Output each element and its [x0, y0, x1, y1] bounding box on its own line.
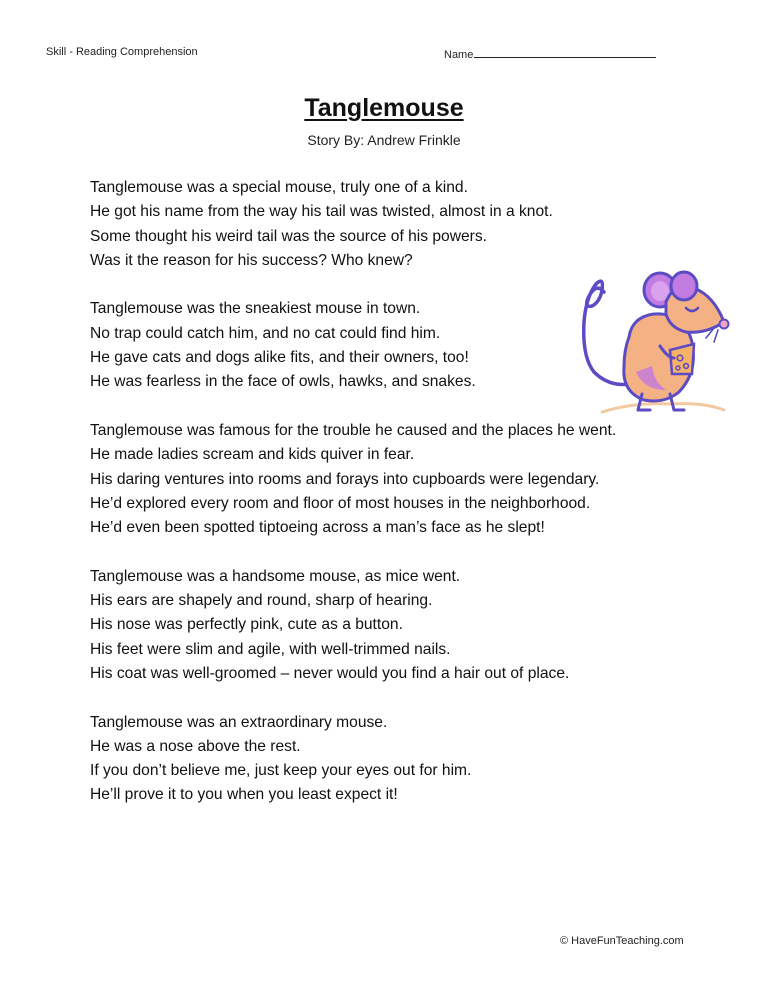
- copyright-footer: © HaveFunTeaching.com: [560, 935, 684, 947]
- name-blank-line: [474, 46, 656, 58]
- story-line: He’ll prove it to you when you least expect it!: [90, 786, 398, 804]
- story-line: His coat was well-groomed – never would you find a hair out of place.: [90, 664, 570, 682]
- story-line: Tanglemouse was a special mouse, truly one of a kind.: [90, 179, 468, 196]
- name-label: Name: [444, 49, 474, 61]
- page-title: Tanglemouse: [304, 94, 464, 122]
- story-line: Some thought his weird tail was the source of his powers.: [90, 227, 487, 245]
- story-line: Was it the reason for his success? Who knew?: [90, 251, 413, 269]
- story-line: He was fearless in the face of owls, hawks, and snakes.: [90, 373, 476, 391]
- story-line: Tanglemouse was a handsome mouse, as mice went.: [90, 567, 461, 585]
- story-line: He was a nose above the rest.: [90, 737, 301, 755]
- story-line: He got his name from the way his tail was twisted, almost in a knot.: [90, 203, 553, 221]
- stanza-1: [90, 176, 750, 273]
- story-line: No trap could catch him, and no cat could find him.: [90, 324, 441, 342]
- story-line: If you don’t believe me, just keep your eyes out for him.: [90, 762, 472, 780]
- story-line: Tanglemouse was an extraordinary mouse.: [90, 713, 388, 731]
- skill-label: Skill - Reading Comprehension: [46, 46, 198, 58]
- mouse-with-cheese-icon: [574, 262, 742, 422]
- stanza-5: [90, 711, 750, 808]
- name-field: [444, 46, 656, 61]
- story-line: He’d even been spotted tiptoeing across a man’s face as he slept!: [90, 519, 545, 537]
- story-line: His nose was perfectly pink, cute as a button.: [90, 616, 403, 634]
- stanza-3: [90, 419, 750, 540]
- story-line: He’d explored every room and floor of most houses in the neighborhood.: [90, 494, 591, 512]
- story-line: His feet were slim and agile, with well-trimmed nails.: [90, 640, 451, 658]
- stanza-4: [90, 565, 750, 686]
- story-line: He made ladies scream and kids quiver in fear.: [90, 446, 415, 464]
- byline: Story By: Andrew Frinkle: [307, 132, 461, 148]
- story-line: His daring ventures into rooms and forays into cupboards were legendary.: [90, 470, 600, 488]
- story-line: He gave cats and dogs alike fits, and their owners, too!: [90, 349, 469, 367]
- story-line: Tanglemouse was famous for the trouble he caused and the places he went.: [90, 421, 617, 439]
- story-line: His ears are shapely and round, sharp of hearing.: [90, 592, 433, 610]
- story-line: Tanglemouse was the sneakiest mouse in town.: [90, 300, 421, 318]
